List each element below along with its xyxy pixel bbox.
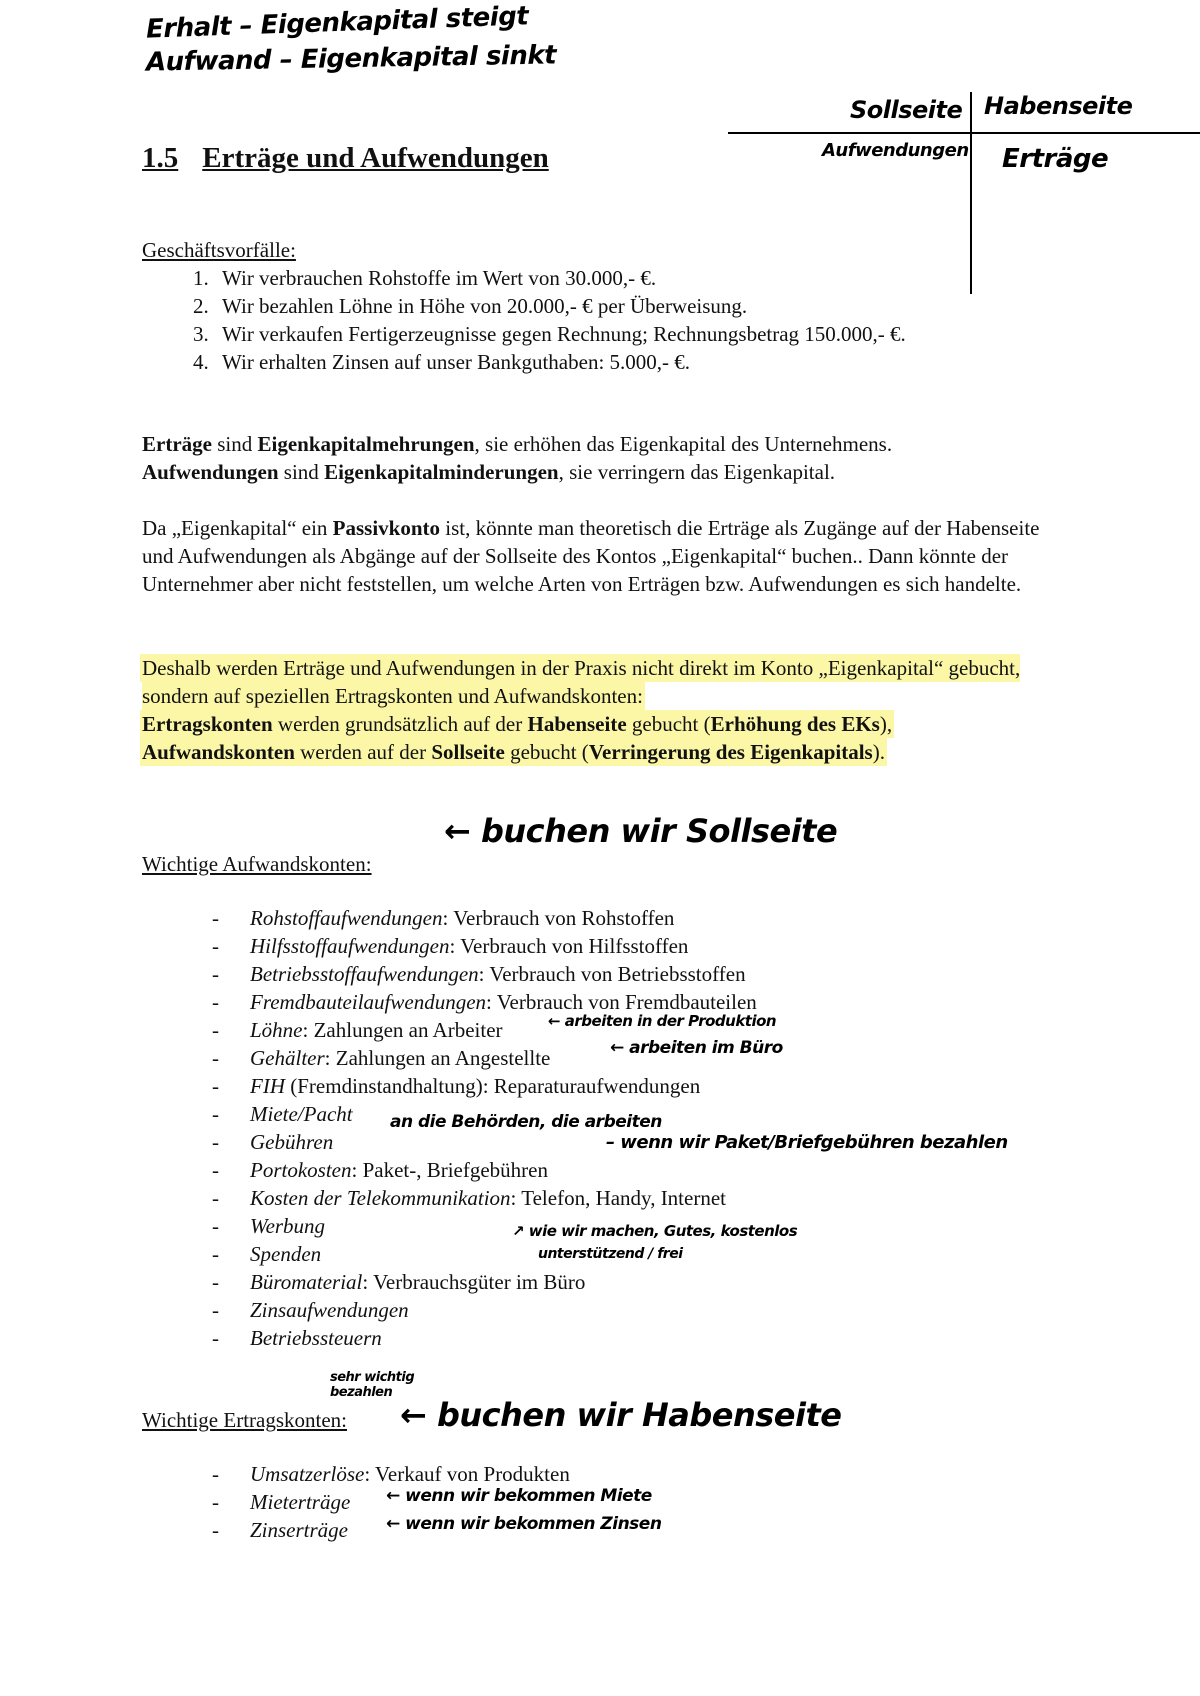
t-account-horizontal-line (728, 132, 1200, 134)
highlighted-line (142, 712, 892, 736)
list-item (212, 1072, 757, 1100)
account-term: Kosten der Telekommunikation (250, 1186, 511, 1210)
account-term: Rohstoffaufwendungen (250, 906, 443, 930)
handwritten-note-aufwand: Aufwand – Eigenkapital sinkt (145, 40, 557, 78)
highlighted-line (142, 740, 885, 764)
list-item (212, 1296, 757, 1324)
text-run: werden auf der (294, 740, 432, 764)
account-term: Gehälter (250, 1046, 325, 1070)
geschaeftsvorfaelle-list (142, 264, 906, 376)
list-item (212, 1460, 570, 1488)
list-item (212, 904, 757, 932)
text-run: gebucht ( (626, 712, 711, 736)
text-run: , sie erhöhen das Eigenkapital des Unternehmens. (474, 432, 893, 456)
account-term: Löhne (250, 1018, 303, 1042)
paragraph-passivkonto (142, 514, 1072, 598)
t-account-vertical-line (970, 92, 972, 294)
list-item: 2. Wir bezahlen Löhne in Höhe von 20.000,- € per Überweisung. (214, 292, 906, 320)
handwritten-note-spenden-2: unterstützend / frei (538, 1246, 683, 1262)
handwritten-note-zinsertraege: ← wenn wir bekommen Zinsen (386, 1514, 662, 1534)
t-account-soll-label: Sollseite (850, 96, 963, 124)
paragraph-definitions (142, 430, 1082, 486)
bold-term: Aufwendungen (142, 460, 279, 484)
handwritten-note-ertrag-heading: ← buchen wir Habenseite (400, 1396, 842, 1434)
account-term: Fremdbauteilaufwendungen (250, 990, 487, 1014)
text-run: , sie verringern das Eigenkapital. (558, 460, 836, 484)
account-desc: : Verbrauch von Fremdbauteilen (486, 990, 757, 1014)
text-run: sind (211, 432, 258, 456)
bold-term: Eigenkapitalminderungen (324, 460, 559, 484)
geschaeftsvorfaelle-heading: Geschäftsvorfälle: (142, 238, 296, 262)
t-account-haben-label: Habenseite (984, 92, 1133, 120)
account-term: Hilfsstoffaufwendungen (250, 934, 450, 958)
handwritten-note-betriebssteuern: sehr wichtig bezahlen (330, 1370, 415, 1400)
handwritten-note-mietertraege: ← wenn wir bekommen Miete (386, 1486, 652, 1506)
handwritten-note-spenden-1: ↗ wie wir machen, Gutes, kostenlos (512, 1222, 798, 1240)
list-item (212, 1324, 757, 1352)
account-term: Büromaterial (250, 1270, 363, 1294)
text-run: gebucht ( (504, 740, 589, 764)
handwritten-note-gehaelter: ← arbeiten im Büro (610, 1038, 783, 1058)
bold-term: Erhöhung des EKs (710, 712, 880, 736)
text-run: sind (278, 460, 325, 484)
handwritten-note-gebuehren: an die Behörden, die arbeiten (390, 1112, 662, 1132)
bold-term: Aufwandskonten (142, 740, 295, 764)
account-term: Zinsaufwendungen (250, 1298, 409, 1322)
list-item: 1. Wir verbrauchen Rohstoffe im Wert von 30.000,- €. (214, 264, 906, 292)
account-desc: : Verbrauch von Hilfsstoffen (449, 934, 689, 958)
section-title (142, 142, 549, 175)
list-item (212, 960, 757, 988)
account-term: Spenden (250, 1242, 322, 1266)
account-term: Werbung (250, 1214, 326, 1238)
account-term: FIH (250, 1074, 285, 1098)
account-desc: : Zahlungen an Arbeiter (302, 1018, 503, 1042)
bold-term: Habenseite (527, 712, 627, 736)
list-item (212, 1156, 757, 1184)
bold-term: Eigenkapitalmehrungen (257, 432, 475, 456)
account-term: Betriebssteuern (250, 1326, 382, 1350)
text-run: Da „Eigenkapital“ ein (142, 516, 333, 540)
handwritten-note-aufwand-heading: ← buchen wir Sollseite (444, 812, 838, 850)
account-term: Mieterträge (250, 1490, 351, 1514)
list-item: 3. Wir verkaufen Fertigerzeugnisse gegen Rechnung; Rechnungsbetrag 150.000,- €. (214, 320, 906, 348)
bold-term: Ertragskonten (142, 712, 273, 736)
text-run: ). (872, 740, 885, 764)
ertragskonten-heading: Wichtige Ertragskonten: (142, 1408, 348, 1432)
t-account-soll-entry: Aufwendungen (822, 140, 969, 161)
list-item (212, 932, 757, 960)
account-desc: : Verkauf von Produkten (364, 1462, 570, 1486)
account-desc: : Verbrauchsgüter im Büro (362, 1270, 586, 1294)
handwritten-note-loehne: ← arbeiten in der Produktion (548, 1012, 777, 1030)
account-desc: : Telefon, Handy, Internet (510, 1186, 726, 1210)
bold-term: Verringerung des Eigenkapitals (588, 740, 873, 764)
account-desc: : Paket-, Briefgebühren (351, 1158, 549, 1182)
text-run: ist, könnte man theoretisch die Erträge als Zugänge auf der Habenseite und Aufwendungen als Abgänge auf der Sollseite des Kontos „Eigenkapital“ buchen.. Dann könnte der Unternehmer aber nicht feststellen, um welche Arten von Erträgen bzw. Aufwendungen es sich handelte. (142, 516, 1040, 596)
section-number: 1.5 (142, 142, 179, 174)
account-desc: (Fremdinstandhaltung): Reparaturaufwendungen (285, 1074, 701, 1098)
account-desc: : Zahlungen an Angestellte (324, 1046, 551, 1070)
account-term: Portokosten (250, 1158, 352, 1182)
text-run: ), (879, 712, 893, 736)
t-account-haben-entry: Erträge (1002, 144, 1109, 174)
handwritten-note-porto: – wenn wir Paket/Briefgebühren bezahlen (606, 1132, 1008, 1153)
paragraph-highlighted (142, 654, 1022, 766)
account-term: Betriebsstoffaufwendungen (250, 962, 479, 986)
bold-term: Passivkonto (332, 516, 441, 540)
handwritten-note-erhalt: Erhalt – Eigenkapital steigt (145, 1, 529, 45)
section-title-text: Erträge und Aufwendungen (202, 142, 549, 174)
bold-term: Sollseite (431, 740, 505, 764)
list-item: 4. Wir erhalten Zinsen auf unser Bankguthaben: 5.000,- €. (214, 348, 906, 376)
account-desc: : Verbrauch von Rohstoffen (442, 906, 675, 930)
highlighted-text: Deshalb werden Erträge und Aufwendungen in der Praxis nicht direkt im Konto „Eigenkapital“ gebucht, sondern auf speziellen Ertragskonten und Aufwandskonten: (142, 656, 1021, 708)
account-desc: : Verbrauch von Betriebsstoffen (478, 962, 746, 986)
account-term: Zinserträge (250, 1518, 349, 1542)
bold-term: Erträge (142, 432, 212, 456)
list-item (212, 1184, 757, 1212)
account-term: Miete/Pacht (250, 1102, 353, 1126)
account-term: Umsatzerlöse (250, 1462, 365, 1486)
aufwandskonten-heading: Wichtige Aufwandskonten: (142, 852, 372, 876)
account-term: Gebühren (250, 1130, 334, 1154)
text-run: werden grundsätzlich auf der (272, 712, 528, 736)
list-item (212, 1268, 757, 1296)
